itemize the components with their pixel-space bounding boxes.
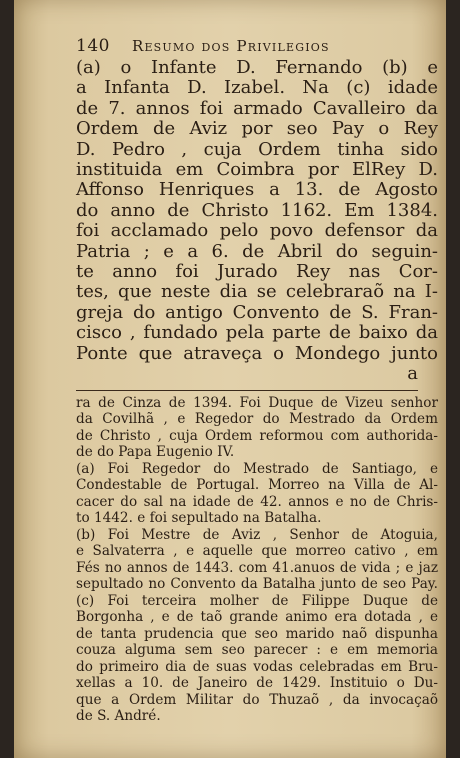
main-text [76, 58, 438, 385]
note-line: Borgonha , e de taõ grande animo era dotada , e [76, 609, 438, 625]
note-line: couza alguma sem seo parecer : e em memoria [76, 642, 438, 658]
note-line: (c) Foi terceira molher de Filippe Duque de [76, 592, 438, 609]
book-page [14, 0, 446, 758]
note-line: de Christo , cuja Ordem reformou com authorida- [76, 427, 438, 444]
main-line: a Infanta D. Izabel. Na (c) idade [76, 77, 438, 99]
note-line: que a Ordem Militar do Thuzaõ , da invocaçaõ [76, 691, 438, 708]
note-line: Condestable de Portugal. Morreo na Villa de Al- [76, 477, 438, 493]
note-line: ra de Cinza de 1394. Foi Duque de Vizeu senhor [76, 394, 438, 411]
main-line: Affonso Henriques a 13. de Agosto [76, 179, 438, 201]
main-line: D. Pedro , cuja Ordem tinha sido [76, 138, 438, 160]
main-line: Patria ; e a 6. de Abril do seguin- [76, 240, 438, 262]
note-line: de do Papa Eugenio IV. [76, 444, 235, 460]
main-line: foi acclamado pelo povo defensor da [76, 220, 438, 242]
note-line: do primeiro dia de suas vodas celebradas em Bru- [76, 658, 438, 675]
catchword: a [407, 363, 418, 385]
note-line: e Salvaterra , e aquelle que morreo cativo , em [76, 543, 438, 559]
main-line: (a) o Infante D. Fernando (b) e [76, 57, 438, 78]
note-line: to 1442. e foi sepultado na Batalha. [76, 510, 322, 526]
main-line: Ordem de Aviz por seo Pay o Rey [76, 118, 438, 140]
main-line: de 7. annos foi armado Cavalleiro da [76, 97, 438, 119]
note-line: cacer do sal na idade de 42. annos e no de Chris- [76, 493, 438, 510]
note-line: da Covilhã , e Regedor do Mestrado da Ordem [76, 411, 438, 427]
page-content [76, 36, 438, 725]
note-line: xellas a 10. de Janeiro de 1429. Instituio o Du- [76, 675, 438, 691]
footnote-rule [76, 390, 418, 391]
note-line: (a) Foi Regedor do Mestrado de Santiago, e [76, 460, 438, 477]
main-line: Ponte que atraveça o Mondego junto [76, 342, 438, 364]
main-line: cisco , fundado pela parte de baixo da [76, 322, 438, 344]
note-line: Fés no annos de 1443. com 41.anuos de vida ; e jaz [76, 559, 438, 576]
main-line: tes, que neste dia se celebraraõ na I- [76, 281, 438, 303]
footnotes [76, 395, 438, 725]
note-line: sepultado no Convento da Batalha junto de seo Pay. [76, 576, 438, 592]
running-title: Resumo dos Privilegios [131, 37, 330, 55]
main-line: instituida em Coimbra por ElRey D. [76, 159, 438, 181]
note-line: (b) Foi Mestre de Aviz , Senhor de Atoguia, [76, 526, 438, 543]
note-line: de S. André. [76, 708, 161, 724]
main-line: greja do antigo Convento de S. Fran- [76, 301, 438, 323]
note-line: de tanta prudencia que seo marido naõ dispunha [76, 625, 438, 642]
main-line: te anno foi Jurado Rey nas Cor- [76, 261, 438, 283]
main-line: do anno de Christo 1162. Em 1384. [76, 199, 438, 221]
page-header [76, 36, 438, 58]
page-number: 140 [76, 36, 110, 56]
